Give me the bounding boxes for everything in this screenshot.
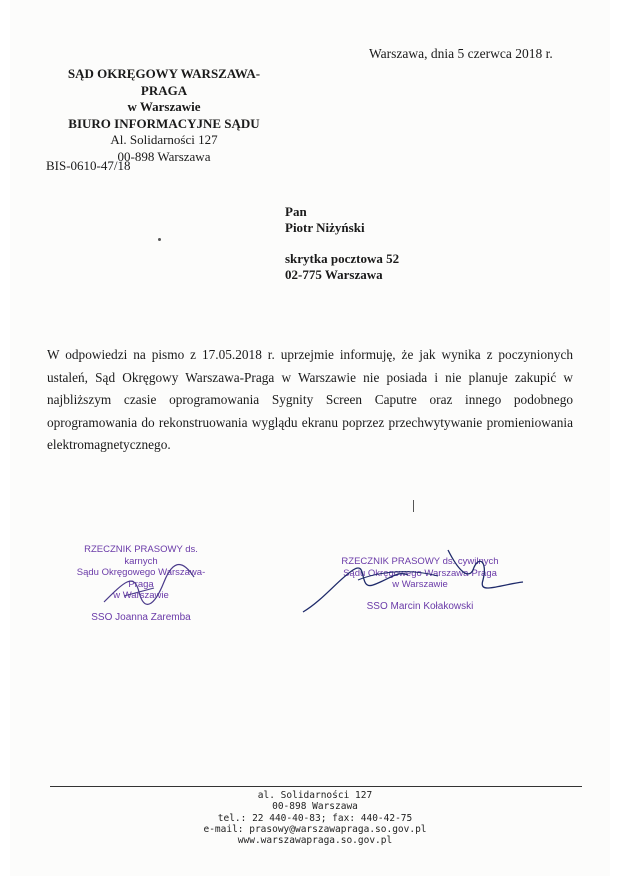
stamp-right-line2: Sądu Okręgowego Warszawa-Praga xyxy=(343,567,497,579)
footer-email: e-mail: prasowy@warszawapraga.so.gov.pl xyxy=(203,823,427,835)
stamp-left-line2: Sądu Okręgowego Warszawa-Praga xyxy=(76,567,206,590)
footer-website: www.warszawapraga.so.gov.pl xyxy=(237,835,393,847)
recipient-title: Pan xyxy=(285,204,307,219)
sender-office: BIURO INFORMACYJNE SĄDU xyxy=(68,115,260,131)
sender-postcode: 00-898 Warszawa xyxy=(117,148,211,164)
recipient-block xyxy=(285,204,399,283)
letter-page xyxy=(10,0,610,876)
footer-street: al. Solidarności 127 xyxy=(257,790,373,801)
footer-postcode: 00-898 Warszawa xyxy=(272,801,358,813)
sender-block xyxy=(48,66,280,165)
scan-speck xyxy=(413,500,414,512)
stamp-left-line3: w Warszawie xyxy=(113,590,169,601)
footer-phone: tel.: 22 440-40-83; fax: 440-42-75 xyxy=(217,812,413,824)
letter-date: Warszawa, dnia 5 czerwca 2018 r. xyxy=(369,46,553,61)
stamp-right-name: SSO Marcin Kołakowski xyxy=(366,600,474,612)
stamp-left-line1: RZECZNIK PRASOWY ds. karnych xyxy=(84,544,198,567)
sender-court-name: SĄD OKRĘGOWY WARSZAWA-PRAGA xyxy=(67,66,261,98)
scan-speck xyxy=(158,238,161,241)
stamp-right-line1: RZECZNIK PRASOWY ds. cywilnych xyxy=(341,556,499,567)
recipient-address-line2: 02-775 Warszawa xyxy=(285,267,383,282)
footer-divider xyxy=(50,786,582,787)
sender-street: Al. Solidarności 127 xyxy=(110,132,218,147)
signature-right xyxy=(298,540,528,620)
recipient-address-line1: skrytka pocztowa 52 xyxy=(285,251,400,266)
stamp-left-name: SSO Joanna Zaremba xyxy=(91,611,191,623)
stamp-right-line3: w Warszawie xyxy=(392,579,448,590)
recipient-name: Piotr Niżyński xyxy=(285,220,365,235)
scan-margin xyxy=(0,0,10,876)
footer-block xyxy=(90,790,540,846)
signature-left xyxy=(94,552,204,612)
reference-number: BIS-0610-47/18 xyxy=(46,158,131,173)
sender-city: w Warszawie xyxy=(127,99,201,114)
letter-body: W odpowiedzi na pismo z 17.05.2018 r. uprzejmie informuję, że jak wynika z poczynionych ustaleń, Sąd Okręgowy Warszawa-Praga w Warszawie nie posiada i nie planuje zakupić w najbliższym czasie oprogramowania Sygnity Screen Caputre oraz innego podobnego oprogramowania do rekonstruowania wyglądu ekranu poprzez przechwytywanie promieniowania elektromagnetycznego. xyxy=(47,347,573,452)
